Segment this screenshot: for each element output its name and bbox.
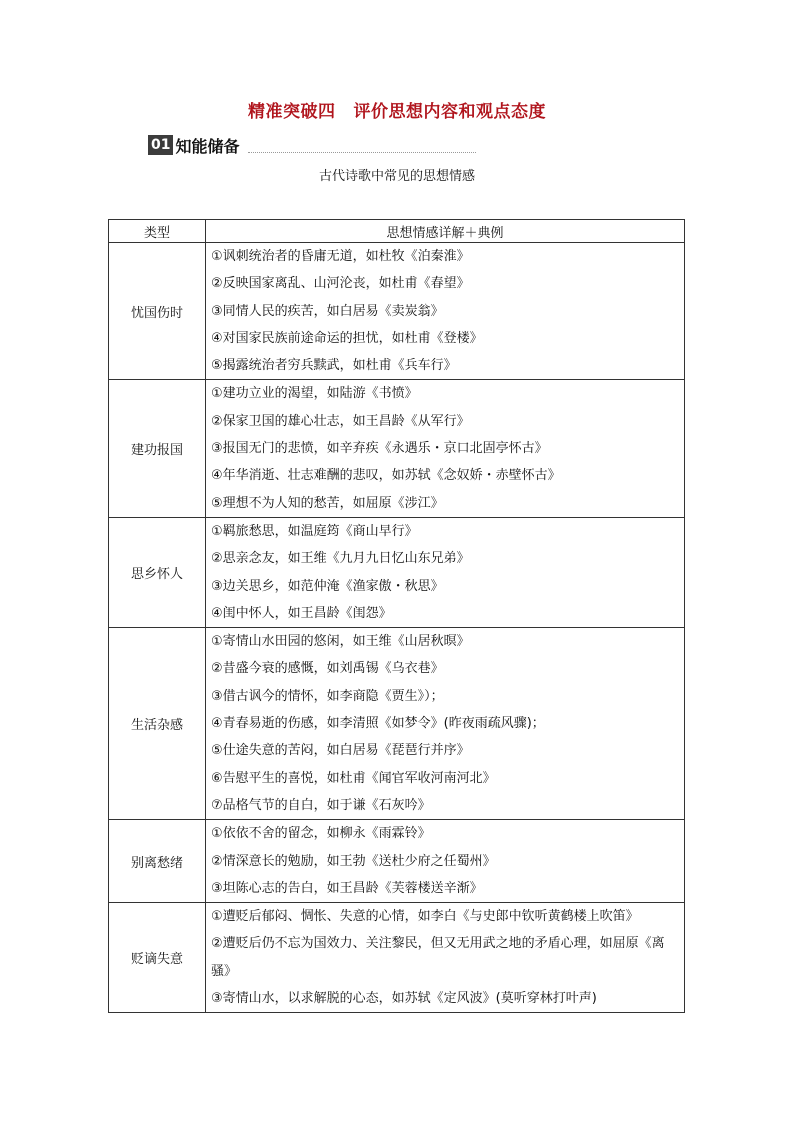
list-item: ⑤揭露统治者穷兵黩武，如杜甫《兵车行》 [211,358,457,374]
row-items [206,517,685,627]
row-items [206,380,685,517]
table-caption: 古代诗歌中常见的思想情感 [318,169,475,184]
row-type: 别离愁绪 [109,820,206,903]
table-row [109,820,685,903]
list-item: ②情深意长的勉励，如王勃《送杜少府之任蜀州》 [211,853,496,869]
table-row [109,517,685,627]
list-item: ①建功立业的渴望，如陆游《书愤》 [211,386,418,402]
section-divider [248,152,476,153]
row-items [206,903,685,1013]
list-item: ②思亲念友，如王维《九月九日忆山东兄弟》 [211,551,470,567]
list-item: ③寄情山水，以求解脱的心态，如苏轼《定风波》(莫听穿林打叶声) [211,991,597,1007]
table-row [109,243,685,380]
header-type: 类型 [109,220,206,243]
list-item: ⑥告慰平生的喜悦，如杜甫《闻官军收河南河北》 [211,770,496,786]
list-item: ④青春易逝的伤感，如李清照《如梦令》(昨夜雨疏风骤)； [211,716,545,732]
row-type: 建功报国 [109,380,206,517]
row-items [206,820,685,903]
row-type: 生活杂感 [109,628,206,820]
list-item: ③坦陈心志的告白，如王昌龄《芙蓉楼送辛渐》 [211,880,483,896]
section-heading [148,134,240,156]
list-item: ④对国家民族前途命运的担忧，如杜甫《登楼》 [211,330,483,346]
list-item: ③边关思乡，如范仲淹《渔家傲・秋思》 [211,578,444,594]
emotion-table [108,219,685,1013]
header-detail: 思想情感详解＋典例 [206,220,685,243]
list-item: ④闺中怀人，如王昌龄《闺怨》 [211,605,392,621]
page-title-part: 精准突破四 [248,102,336,122]
list-item: ①羁旅愁思，如温庭筠《商山早行》 [211,523,418,539]
list-item: ②保家卫国的雄心壮志，如王昌龄《从军行》 [211,413,470,429]
section-label: 知能储备 [175,136,240,156]
list-item: ②昔盛今衰的感慨，如刘禹锡《乌衣巷》 [211,661,444,677]
list-item: ⑤理想不为人知的愁苦，如屈原《涉江》 [211,495,444,511]
list-item: ①依依不舍的留念，如柳永《雨霖铃》 [211,826,431,842]
list-item: ①讽刺统治者的昏庸无道，如杜牧《泊秦淮》 [211,249,470,264]
list-item: ①寄情山水田园的悠闲，如王维《山居秋暝》 [211,634,470,650]
list-item: ①遭贬后郁闷、惆怅、失意的心情，如李白《与史郎中钦听黄鹤楼上吹笛》 [211,909,639,925]
table-header-row [109,220,685,243]
list-item: ③同情人民的疾苦，如白居易《卖炭翁》 [211,303,444,319]
section-number-badge: 01 [148,135,173,155]
list-item: ③报国无门的悲愤，如辛弃疾《永遇乐・京口北固亭怀古》 [211,441,548,457]
row-items [206,243,685,380]
page-title-subject: 评价思想内容和观点态度 [353,102,546,122]
table-row [109,628,685,820]
row-type: 忧国伤时 [109,243,206,380]
list-item: ⑦品格气节的自白，如于谦《石灰吟》 [211,797,431,813]
list-item: ⑤仕途失意的苦闷，如白居易《琵琶行并序》 [211,743,470,759]
page-title [0,97,794,122]
table-row [109,903,685,1013]
list-item: ②遭贬后仍不忘为国效力、关注黎民，但又无用武之地的矛盾心理，如屈原《离骚》 [211,936,665,979]
list-item: ②反映国家离乱、山河沦丧，如杜甫《春望》 [211,276,470,292]
row-type: 贬谪失意 [109,903,206,1013]
list-item: ④年华消逝、壮志难酬的悲叹，如苏轼《念奴娇・赤壁怀古》 [211,468,561,484]
row-items [206,628,685,820]
table-row [109,380,685,517]
row-type: 思乡怀人 [109,517,206,627]
list-item: ③借古讽今的情怀，如李商隐《贾生》）； [211,688,444,704]
